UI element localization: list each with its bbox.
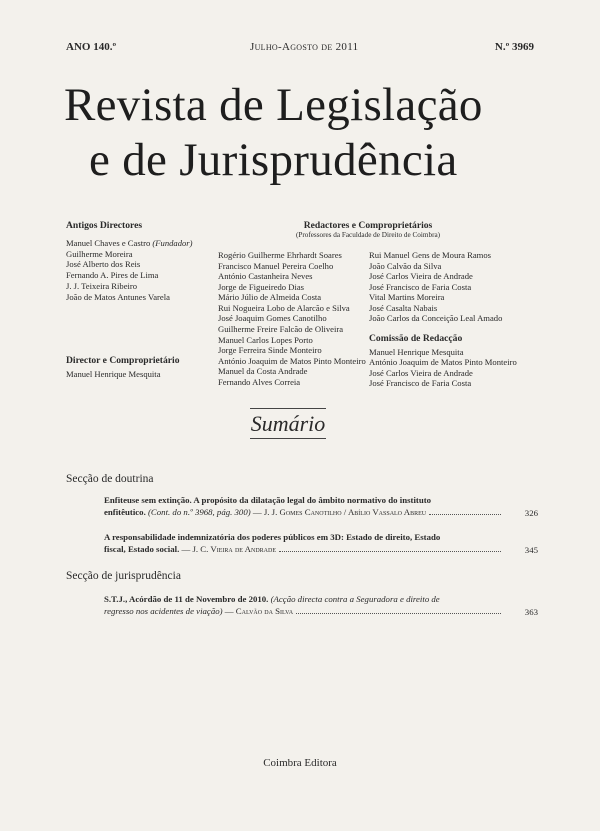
editor-name: Manuel Carlos Lopes Porto [218,334,313,345]
editor-name: Vital Martins Moreira [369,292,445,303]
editor-name: António Castanheira Neves [218,271,313,282]
committee-member: Manuel Henrique Mesquita [369,346,464,357]
year-volume: ANO 140.º [66,41,117,53]
director-name: Manuel Henrique Mesquita [66,369,161,379]
committee-member: José Francisco de Faria Costa [369,378,472,389]
editor-name: Rui Manuel Gens de Moura Ramos [369,250,491,260]
editor-name: Guilherme Freire Falcão de Oliveira [218,323,344,334]
issue-header [66,41,534,57]
entry-title-line-2: fiscal, Estado social. [104,543,180,554]
former-director: João de Matos Antunes Varela [66,291,170,302]
entry-title: S.T.J., Acórdão de 11 de Novembro de 2010. [104,594,269,604]
editorial-committee-heading: Comissão de Redacção [369,332,463,344]
issue-number: N.º 3969 [494,41,534,53]
editor-name: José Joaquim Gomes Canotilho [218,313,327,324]
toc-entry-doctrine-1[interactable] [104,495,504,519]
page-number: 363 [524,607,538,617]
editor-name: Rogério Guilherme Ehrhardt Soares [218,250,342,260]
former-director: Fernando A. Pires de Lima [66,270,159,281]
page-number: 326 [524,508,538,518]
editor-name: João Carlos da Conceição Leal Amado [369,313,503,324]
former-director-founder: Manuel Chaves e Castro (Fundador) [66,237,193,248]
summary-rule-bottom [250,438,326,439]
page-number: 345 [524,545,538,555]
director-heading: Director e Comproprietário [66,355,180,366]
summary-title-block [250,408,326,439]
entry-description-line-2: regresso nos acidentes de viação) [104,605,223,616]
doctrine-section-heading: Secção de doutrina [66,473,154,485]
entry-title-line-1: A responsabilidade indemnizatória dos poderes públicos em 3D: Estado de direito, Estado [104,532,441,542]
editor-name: Jorge de Figueiredo Dias [218,281,305,292]
entry-authors: — J. C. Vieira de Andrade [181,543,277,554]
summary-title: Sumário [250,411,326,436]
summary-rule-top [250,408,326,409]
entry-authors: — J. J. Gomes Canotilho / Abílio Vassalo Abreu [252,506,427,517]
publisher: Coimbra Editora [263,757,337,769]
editors-subheading: (Professores da Faculdade de Direito de Coimbra) [295,231,441,239]
former-directors-heading: Antigos Directores [66,220,143,231]
editors-heading: Redactores e Comproprietários [303,220,433,231]
entry-description-line-1: (Acção directa contra a Seguradora e direito de [270,594,440,604]
committee-member: José Carlos Vieira de Andrade [369,367,473,378]
journal-title [64,78,544,189]
editors-column-2 [369,250,529,389]
entry-title-line-2: enfitêutico. [104,506,146,517]
leader-dots [296,613,501,614]
jurisprudence-section-heading: Secção de jurisprudência [66,570,181,582]
entry-title-line-1: Enfiteuse sem extinção. A propósito da dilatação legal do âmbito normativo do instituto [104,495,432,505]
entry-authors: — Calvão da Silva [224,605,294,616]
issue-date: Julho-Agosto de 2011 [250,41,359,53]
toc-entry-jurisprudence-1[interactable] [104,594,504,618]
editor-name: António Joaquim de Matos Pinto Monteiro [218,355,366,366]
leader-dots [429,514,501,515]
editors-column-1 [218,250,370,387]
former-directors [66,220,216,302]
editor-name: Rui Nogueira Lobo de Alarcão e Silva [218,302,350,313]
editor-name: Manuel da Costa Andrade [218,366,308,377]
title-line-2: e de Jurisprudência [89,134,458,187]
former-director: J. J. Teixeira Ribeiro [66,280,138,291]
editor-name: José Francisco de Faria Costa [369,281,472,292]
editor-name: Jorge Ferreira Sinde Monteiro [218,345,322,356]
committee-member: António Joaquim de Matos Pinto Monteiro [369,357,517,368]
editor-name: Francisco Manuel Pereira Coelho [218,260,334,271]
former-director: José Alberto dos Reis [66,259,141,270]
toc-entry-doctrine-2[interactable] [104,532,504,556]
editor-name: José Casalta Nabais [369,302,438,313]
editor-name: João Calvão da Silva [369,260,442,271]
entry-continuation: (Cont. do n.º 3968, pág. 300) [147,506,251,517]
former-director: Guilherme Moreira [66,248,133,259]
editor-name: Fernando Alves Correia [218,376,301,387]
title-line-1: Revista de Legislação [64,79,483,131]
editors-heading-block [218,220,518,239]
leader-dots [279,551,501,552]
editor-name: José Carlos Vieira de Andrade [369,271,473,282]
editor-name: Mário Júlio de Almeida Costa [218,292,322,303]
